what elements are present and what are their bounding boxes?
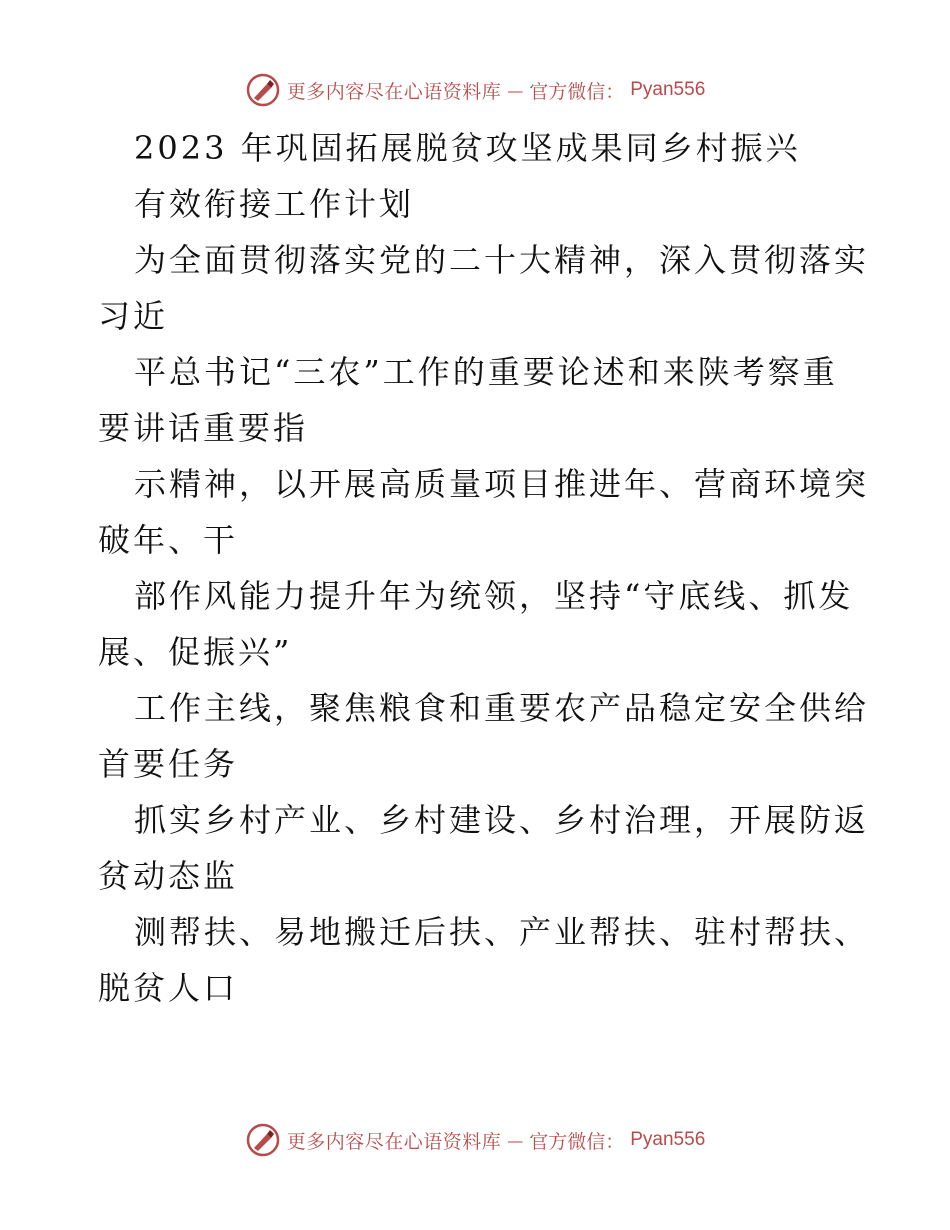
paragraph-line: 测帮扶、易地搬迁后扶、产业帮扶、驻村帮扶、 bbox=[134, 913, 870, 951]
document-title-line-2: 有效衔接工作计划 bbox=[134, 185, 415, 223]
paragraph-line: 习近 bbox=[98, 297, 169, 335]
watermark-wechat-id: Pyan556 bbox=[630, 1129, 706, 1150]
paragraph-line: 破年、干 bbox=[98, 521, 239, 559]
paragraph-line: 平总书记“三农”工作的重要论述和来陕考察重 bbox=[134, 353, 838, 391]
document-title-line-1: 2023 年巩固拓展脱贫攻坚成果同乡村振兴 bbox=[134, 129, 801, 167]
paragraph-line: 为全面贯彻落实党的二十大精神，深入贯彻落实 bbox=[134, 241, 870, 279]
paragraph-line: 部作风能力提升年为统领，坚持“守底线、抓发 bbox=[134, 577, 854, 615]
footer-watermark bbox=[0, 1120, 950, 1160]
paragraph-line: 首要任务 bbox=[98, 745, 239, 783]
watermark-separator: — bbox=[507, 1130, 524, 1150]
watermark-label: 官方微信： bbox=[529, 1130, 625, 1153]
watermark-separator: — bbox=[507, 80, 524, 100]
watermark-site-text: 更多内容尽在心语资料库 bbox=[286, 80, 502, 103]
paragraph-line: 示精神，以开展高质量项目推进年、营商环境突 bbox=[134, 465, 870, 503]
watermark-site-text: 更多内容尽在心语资料库 bbox=[286, 1130, 502, 1153]
pen-logo-icon bbox=[245, 72, 281, 108]
paragraph-line: 贫动态监 bbox=[98, 857, 239, 895]
paragraph-line: 抓实乡村产业、乡村建设、乡村治理，开展防返 bbox=[134, 801, 870, 839]
watermark-wechat-id: Pyan556 bbox=[630, 79, 706, 100]
paragraph-line: 展、促振兴” bbox=[98, 633, 293, 671]
pen-logo-icon bbox=[245, 1122, 281, 1158]
paragraph-line: 要讲话重要指 bbox=[98, 409, 309, 447]
watermark-label: 官方微信： bbox=[529, 80, 625, 103]
paragraph-line: 工作主线，聚焦粮食和重要农产品稳定安全供给 bbox=[134, 689, 870, 727]
document-body bbox=[98, 120, 870, 1016]
paragraph-line: 脱贫人口 bbox=[98, 969, 239, 1007]
header-watermark bbox=[0, 70, 950, 110]
